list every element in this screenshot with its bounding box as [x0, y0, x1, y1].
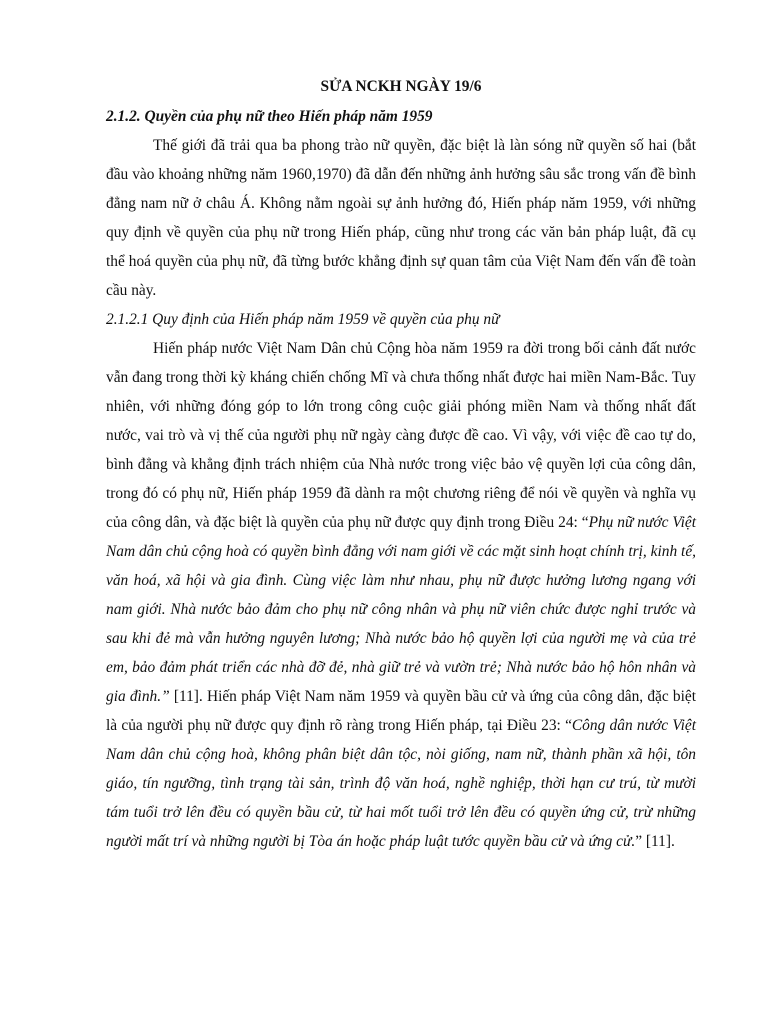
article-24-quote: Phụ nữ nước Việt Nam dân chủ cộng hoà có quyền bình đẳng với nam giới về các mặt sinh hoạt chính trị, kinh tế, văn hoá, xã hội và gia đình. Cùng việc làm như nhau, phụ nữ được hưởng lương ngang với nam giới. Nhà nước bảo đảm cho phụ nữ công nhân và phụ nữ viên chức được nghỉ trước và sau khi đẻ mà vẫn hưởng nguyên lương; Nhà nước bảo hộ quyền lợi của người mẹ và của trẻ em, bảo đảm phát triển các nhà đỡ đẻ, nhà giữ trẻ và vườn trẻ; Nhà nước bảo hộ hôn nhân và gia đình.” — [106, 514, 696, 705]
paragraph-ending-text: ” [11]. — [635, 833, 675, 850]
paragraph-intro-text: Hiến pháp nước Việt Nam Dân chủ Cộng hòa năm 1959 ra đời trong bối cảnh đất nước vẫn đang trong thời kỳ kháng chiến chống Mĩ và chưa thống nhất được hai miền Nam-Bắc. Tuy nhiên, với những đóng góp to lớn trong công cuộc giải phóng miền Nam và thống nhất đất nước, vai trò và vị thế của người phụ nữ ngày càng được đề cao. Vì vậy, với việc đề cao tự do, bình đẳng và khẳng định trách nhiệm của Nhà nước trong việc bảo vệ quyền lợi của công dân, trong đó có phụ nữ, Hiến pháp 1959 đã dành ra một chương riêng để nói về quyền và nghĩa vụ của công dân, và đặc biệt là quyền của phụ nữ được quy định trong Điều 24: “ — [106, 340, 696, 531]
section-heading: 2.1.2. Quyền của phụ nữ theo Hiến pháp năm 1959 — [106, 108, 433, 125]
subsection-heading: 2.1.2.1 Quy định của Hiến pháp năm 1959 về quyền của phụ nữ — [106, 311, 500, 328]
paragraph-middle-text: [11]. Hiến pháp Việt Nam năm 1959 và quyền bầu cử và ứng của công dân, đặc biệt là của người phụ nữ được quy định rõ ràng trong Hiến pháp, tại Điều 23: “ — [106, 688, 696, 734]
document-title: SỬA NCKH NGÀY 19/6 — [320, 78, 482, 95]
document-page — [106, 72, 696, 856]
paragraph-feminism-waves: Thế giới đã trải qua ba phong trào nữ quyền, đặc biệt là làn sóng nữ quyền số hai (bắt đầu vào khoảng những năm 1960,1970) đã dẫn đến những ảnh hưởng sâu sắc trong vấn đề bình đẳng nam nữ ở châu Á. Không nằm ngoài sự ảnh hưởng đó, Hiến pháp năm 1959, với những quy định về quyền của phụ nữ trong Hiến pháp, cũng như trong các văn bản pháp luật, đã cụ thể hoá quyền của phụ nữ, đã từng bước khẳng định sự quan tâm của Việt Nam đến vấn đề toàn cầu này. — [106, 137, 696, 299]
paragraph-constitution-1959 — [106, 334, 696, 856]
article-23-quote: Công dân nước Việt Nam dân chủ cộng hoà, không phân biệt dân tộc, nòi giống, nam nữ, thành phần xã hội, tôn giáo, tín ngưỡng, tình trạng tài sản, trình độ văn hoá, nghề nghiệp, thời hạn cư trú, từ mười tám tuổi trở lên đều có quyền bầu cử, từ hai mốt tuổi trở lên đều có quyền ứng cử, trừ những người mất trí và những người bị Tòa án hoặc pháp luật tước quyền bầu cử và ứng cử. — [106, 717, 696, 850]
